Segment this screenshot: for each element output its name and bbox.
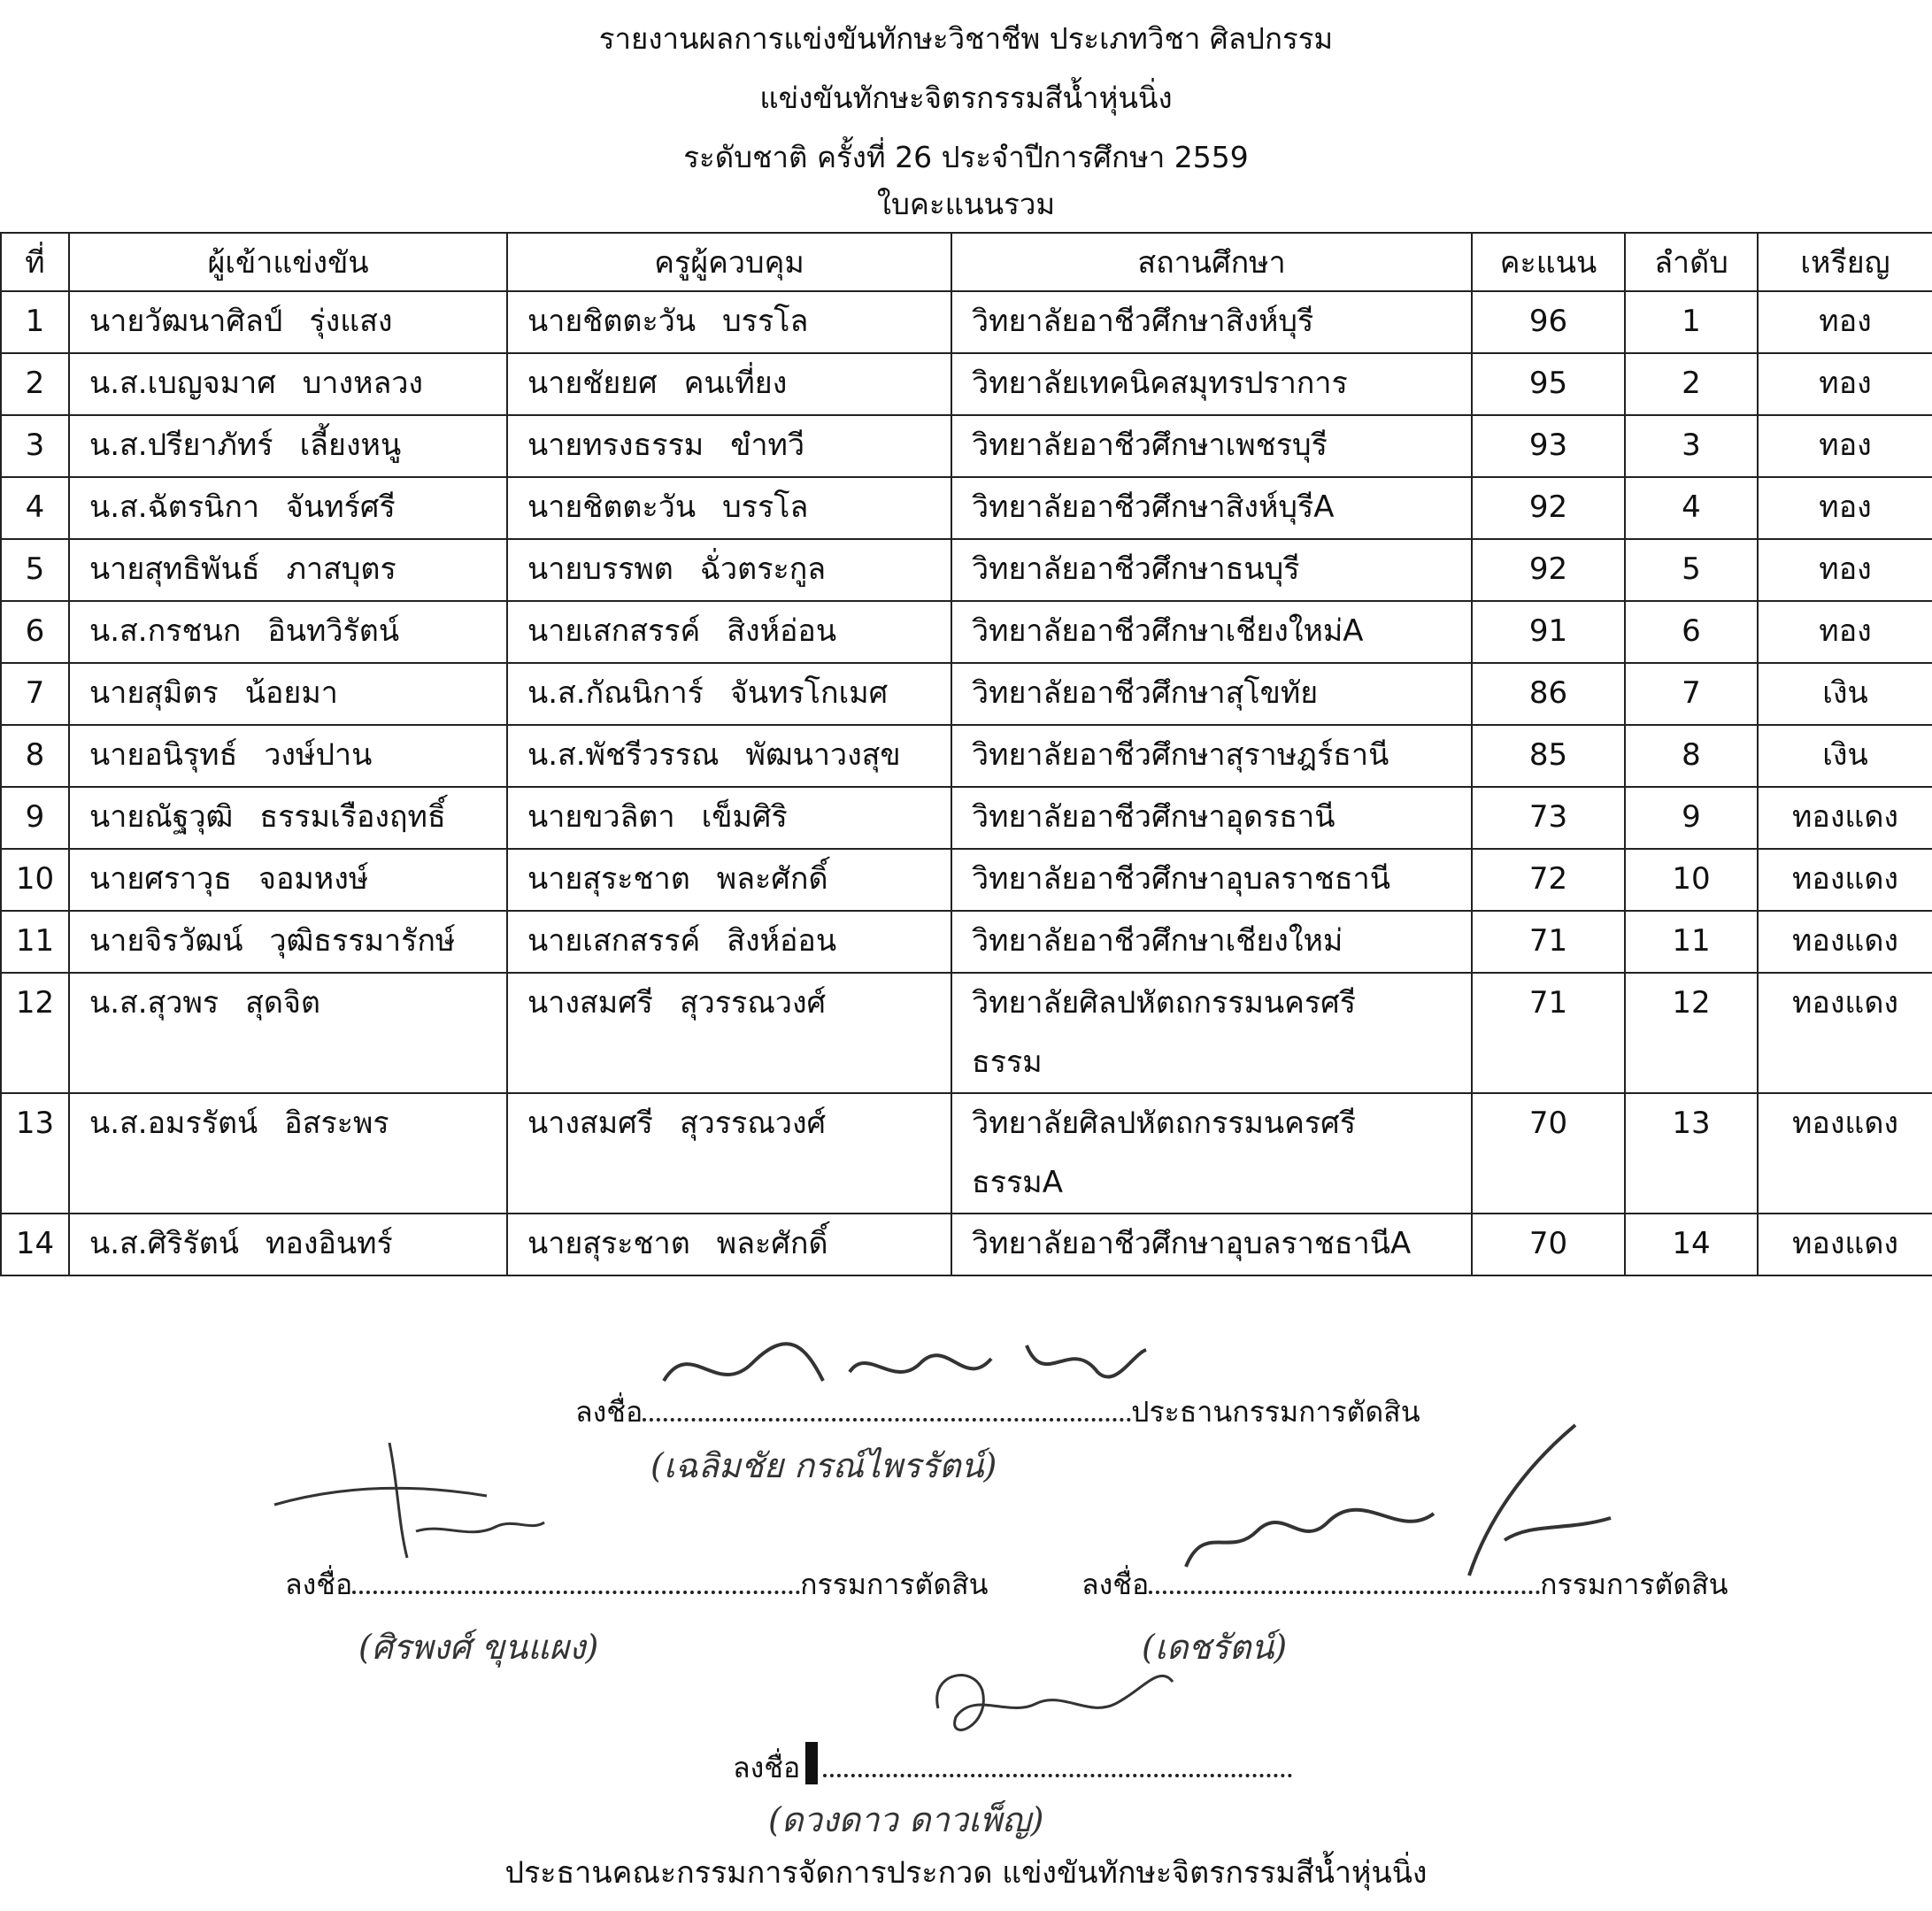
row-number: 13 [1,1093,69,1214]
report-title: รายงานผลการแข่งขันทักษะวิชาชีพ ประเภทวิชา ศิลปกรรม [598,21,1334,56]
row-number: 7 [1,663,69,725]
medal-value: ทองแดง [1758,911,1932,973]
chair-handwritten-signature [655,1319,1151,1416]
school-name: วิทยาลัยศิลปหัตถกรรมนครศรี ธรรม [951,973,1472,1093]
col-header-no: ที่ [1,233,69,291]
redaction-mark [805,1742,818,1784]
judge-left-title: กรรมการตัดสิน [800,1568,989,1601]
teacher-name: นายเสกสรรค์ สิงห์อ่อน [507,911,951,973]
school-name: วิทยาลัยอาชีวศึกษาอุบลราชธานี [951,849,1472,911]
school-name: วิทยาลัยอาชีวศึกษาเชียงใหม่A [951,601,1472,663]
judge-right-handwritten-signature [1151,1416,1646,1593]
judge-right-printed-name: (เดชรัตน์) [1142,1628,1288,1667]
table-row [1,973,1932,1093]
chair-printed-name: (เฉลิมชัย กรณ์ไพรรัตน์) [650,1446,997,1485]
report-competition: แข่งขันทักษะจิตรกรรมสีน้ำหุ่นนิ่ง [759,81,1173,115]
teacher-name: นางสมศรี สุวรรณวงศ์ [507,973,951,1093]
sign-label: ลงชื่อ [733,1751,801,1784]
score-value: 71 [1472,973,1625,1093]
row-number: 4 [1,477,69,539]
rank-value: 14 [1625,1214,1758,1275]
rank-value: 13 [1625,1093,1758,1214]
table-row [1,601,1932,663]
table-row [1,353,1932,415]
medal-value: ทองแดง [1758,1093,1932,1214]
rank-value: 1 [1625,291,1758,353]
score-value: 86 [1472,663,1625,725]
score-table-body [1,291,1932,1275]
sign-label: ลงชื่อ [1081,1568,1150,1601]
school-name: วิทยาลัยศิลปหัตถกรรมนครศรี ธรรมA [951,1093,1472,1214]
medal-value: ทอง [1758,539,1932,601]
medal-value: ทองแดง [1758,1214,1932,1275]
competitor-name: นายณัฐวุฒิ ธรรมเรืองฤทธิ์ [69,787,507,849]
rank-value: 8 [1625,725,1758,787]
medal-value: ทอง [1758,291,1932,353]
row-number: 11 [1,911,69,973]
chair-title: ประธานกรรมการตัดสิน [1131,1395,1420,1429]
competitor-name: น.ส.กรชนก อินทวิรัตน์ [69,601,507,663]
competitor-name: นายสุทธิพันธ์ ภาสบุตร [69,539,507,601]
medal-value: ทอง [1758,601,1932,663]
judge-left-handwritten-signature [266,1434,549,1567]
row-number: 2 [1,353,69,415]
school-name: วิทยาลัยอาชีวศึกษาธนบุรี [951,539,1472,601]
school-name: วิทยาลัยอาชีวศึกษาสิงห์บุรีA [951,477,1472,539]
score-value: 93 [1472,415,1625,477]
score-value: 72 [1472,849,1625,911]
medal-value: ทองแดง [1758,973,1932,1093]
table-row [1,725,1932,787]
competitor-name: น.ส.สุวพร สุดจิต [69,973,507,1093]
competitor-name: นายจิรวัฒน์ วุฒิธรรมารักษ์ [69,911,507,973]
table-row [1,787,1932,849]
medal-value: เงิน [1758,725,1932,787]
school-name: วิทยาลัยอาชีวศึกษาสุโขทัย [951,663,1472,725]
score-value: 70 [1472,1093,1625,1214]
teacher-name: นายทรงธรรม ขำทวี [507,415,951,477]
score-value: 85 [1472,725,1625,787]
rank-value: 3 [1625,415,1758,477]
school-name: วิทยาลัยอาชีวศึกษาอุบลราชธานีA [951,1214,1472,1275]
rank-value: 2 [1625,353,1758,415]
row-number: 3 [1,415,69,477]
teacher-name: นางสมศรี สุวรรณวงศ์ [507,1093,951,1214]
school-name: วิทยาลัยเทคนิคสมุทรปราการ [951,353,1472,415]
table-row [1,477,1932,539]
school-name: วิทยาลัยอาชีวศึกษาสุราษฎร์ธานี [951,725,1472,787]
sign-label: ลงชื่อ [575,1395,643,1429]
table-header-row [1,233,1932,291]
table-row [1,663,1932,725]
row-number: 12 [1,973,69,1093]
row-number: 10 [1,849,69,911]
table-row [1,415,1932,477]
col-header-teacher: ครูผู้ควบคุม [507,233,951,291]
competitor-name: น.ส.ปรียาภัทร์ เลี้ยงหนู [69,415,507,477]
row-number: 8 [1,725,69,787]
teacher-name: นายเสกสรรค์ สิงห์อ่อน [507,601,951,663]
col-header-score: คะแนน [1472,233,1625,291]
score-table [0,232,1932,1276]
report-sheet-title: ใบคะแนนรวม [876,187,1056,221]
rank-value: 4 [1625,477,1758,539]
medal-value: เงิน [1758,663,1932,725]
row-number: 1 [1,291,69,353]
organizer-title: ประธานคณะกรรมการจัดการประกวด แข่งขันทักษะจิตรกรรมสีน้ำหุ่นนิ่ง [504,1855,1428,1891]
row-number: 5 [1,539,69,601]
competitor-name: น.ส.เบญจมาศ บางหลวง [69,353,507,415]
score-value: 73 [1472,787,1625,849]
score-value: 91 [1472,601,1625,663]
teacher-name: น.ส.พัชรีวรรณ พัฒนาวงสุข [507,725,951,787]
rank-value: 6 [1625,601,1758,663]
score-value: 92 [1472,477,1625,539]
row-number: 9 [1,787,69,849]
score-value: 92 [1472,539,1625,601]
table-row [1,1093,1932,1214]
medal-value: ทองแดง [1758,849,1932,911]
competitor-name: น.ส.ฉัตรนิกา จันทร์ศรี [69,477,507,539]
teacher-name: นายชัยยศ คนเที่ยง [507,353,951,415]
sign-label: ลงชื่อ [285,1568,353,1601]
col-header-competitor: ผู้เข้าแข่งขัน [69,233,507,291]
row-number: 6 [1,601,69,663]
competitor-name: น.ส.อมรรัตน์ อิสระพร [69,1093,507,1214]
competitor-name: นายสุมิตร น้อยมา [69,663,507,725]
col-header-school: สถานศึกษา [951,233,1472,291]
teacher-name: นายบรรพต ฉั่วตระกูล [507,539,951,601]
rank-value: 5 [1625,539,1758,601]
medal-value: ทอง [1758,477,1932,539]
rank-value: 10 [1625,849,1758,911]
organizer-handwritten-signature [920,1655,1204,1753]
medal-value: ทอง [1758,353,1932,415]
judge-left-signature-line [285,1562,989,1607]
rank-value: 12 [1625,973,1758,1093]
school-name: วิทยาลัยอาชีวศึกษาสิงห์บุรี [951,291,1472,353]
teacher-name: น.ส.กัณนิการ์ จันทรโกเมศ [507,663,951,725]
report-level: ระดับชาติ ครั้งที่ 26 ประจำปีการศึกษา 2559 [683,140,1249,174]
report-header [0,9,1932,222]
score-value: 71 [1472,911,1625,973]
medal-value: ทอง [1758,415,1932,477]
table-row [1,849,1932,911]
competitor-name: น.ส.ศิริรัตน์ ทองอินทร์ [69,1214,507,1275]
medal-value: ทองแดง [1758,787,1932,849]
table-row [1,291,1932,353]
teacher-name: นายสุระชาต พละศักดิ์ [507,1214,951,1275]
table-row [1,1214,1932,1275]
score-value: 96 [1472,291,1625,353]
school-name: วิทยาลัยอาชีวศึกษาเพชรบุรี [951,415,1472,477]
score-value: 95 [1472,353,1625,415]
teacher-name: นายขวลิตา เข็มศิริ [507,787,951,849]
teacher-name: นายสุระชาต พละศักดิ์ [507,849,951,911]
teacher-name: นายชิตตะวัน บรรโล [507,291,951,353]
rank-value: 7 [1625,663,1758,725]
rank-value: 9 [1625,787,1758,849]
teacher-name: นายชิตตะวัน บรรโล [507,477,951,539]
row-number: 14 [1,1214,69,1275]
judge-right-title: กรรมการตัดสิน [1540,1568,1728,1601]
col-header-rank: ลำดับ [1625,233,1758,291]
school-name: วิทยาลัยอาชีวศึกษาอุดรธานี [951,787,1472,849]
rank-value: 11 [1625,911,1758,973]
score-value: 70 [1472,1214,1625,1275]
organizer-printed-name: (ดวงดาว ดาวเพ็ญ) [768,1800,1044,1839]
col-header-medal: เหรียญ [1758,233,1932,291]
table-row [1,911,1932,973]
table-row [1,539,1932,601]
competitor-name: นายอนิรุทธ์ วงษ์ปาน [69,725,507,787]
school-name: วิทยาลัยอาชีวศึกษาเชียงใหม่ [951,911,1472,973]
competitor-name: นายศราวุธ จอมหงษ์ [69,849,507,911]
competitor-name: นายวัฒนาศิลป์ รุ่งแสง [69,291,507,353]
judge-left-printed-name: (ศิรพงศ์ ขุนแผง) [358,1628,599,1667]
